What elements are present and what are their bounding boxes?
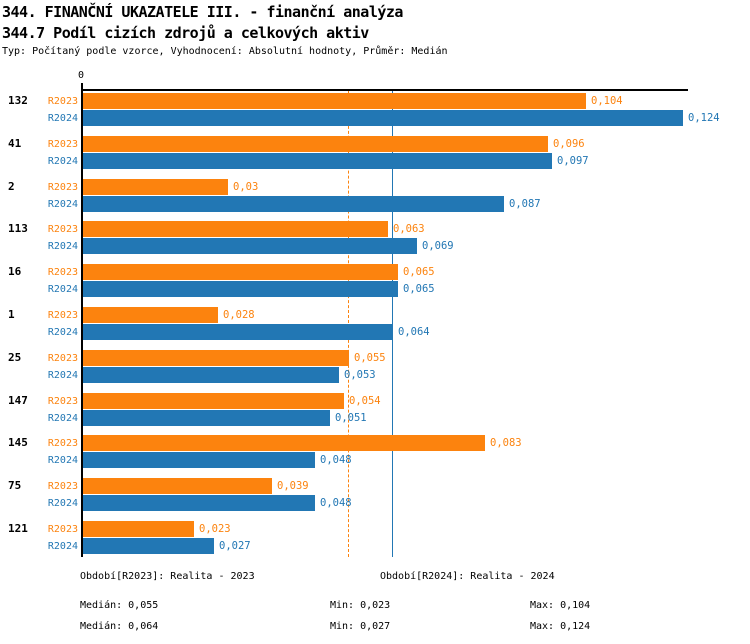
series-label-r2023: R2023 xyxy=(47,182,78,193)
bar-pair-row xyxy=(0,478,750,512)
series-label-r2024: R2024 xyxy=(47,455,78,466)
value-label-r2024: 0,064 xyxy=(398,326,430,338)
category-label: 2 xyxy=(8,180,15,193)
chart-title: 344. FINANČNÍ UKAZATELE III. - finanční analýza xyxy=(2,3,403,21)
value-label-r2024: 0,069 xyxy=(422,240,454,252)
series-label-r2023: R2023 xyxy=(47,310,78,321)
bar-r2023 xyxy=(83,435,485,451)
stat-median-r2024: Medián: 0,064 xyxy=(80,621,159,632)
value-label-r2023: 0,083 xyxy=(490,437,522,449)
x-axis-line xyxy=(82,89,688,91)
value-label-r2023: 0,039 xyxy=(277,480,309,492)
legend-r2024: Období[R2024]: Realita - 2024 xyxy=(380,571,555,582)
value-label-r2024: 0,053 xyxy=(344,369,376,381)
bar-r2023 xyxy=(83,93,586,109)
series-label-r2024: R2024 xyxy=(47,241,78,252)
value-label-r2024: 0,048 xyxy=(320,454,352,466)
bar-r2024 xyxy=(83,281,398,297)
bar-pair-row xyxy=(0,264,750,298)
value-label-r2023: 0,096 xyxy=(553,138,585,150)
category-label: 121 xyxy=(8,522,28,535)
value-label-r2023: 0,028 xyxy=(223,309,255,321)
stat-median-r2023: Medián: 0,055 xyxy=(80,600,159,611)
series-label-r2024: R2024 xyxy=(47,113,78,124)
bar-pair-row xyxy=(0,521,750,555)
value-label-r2024: 0,065 xyxy=(403,283,435,295)
value-label-r2023: 0,03 xyxy=(233,181,259,193)
series-label-r2023: R2023 xyxy=(47,224,78,235)
value-label-r2024: 0,124 xyxy=(688,112,720,124)
bar-pair-row xyxy=(0,93,750,127)
series-label-r2024: R2024 xyxy=(47,498,78,509)
series-label-r2023: R2023 xyxy=(47,396,78,407)
bar-r2023 xyxy=(83,221,388,237)
category-label: 25 xyxy=(8,351,22,364)
bar-pair-row xyxy=(0,350,750,384)
bar-r2023 xyxy=(83,521,194,537)
bar-r2024 xyxy=(83,324,393,340)
stat-min-r2024: Min: 0,027 xyxy=(330,621,391,632)
value-label-r2023: 0,065 xyxy=(403,266,435,278)
series-label-r2023: R2023 xyxy=(47,353,78,364)
bar-r2024 xyxy=(83,538,214,554)
bar-r2023 xyxy=(83,264,398,280)
series-label-r2023: R2023 xyxy=(47,139,78,150)
bar-pair-row xyxy=(0,136,750,170)
bar-pair-row xyxy=(0,179,750,213)
category-label: 1 xyxy=(8,308,15,321)
bar-r2023 xyxy=(83,136,548,152)
series-label-r2023: R2023 xyxy=(47,267,78,278)
category-label: 145 xyxy=(8,436,28,449)
bar-r2023 xyxy=(83,307,218,323)
value-label-r2023: 0,104 xyxy=(591,95,623,107)
axis-zero-label: 0 xyxy=(77,70,85,81)
value-label-r2023: 0,054 xyxy=(349,395,381,407)
value-label-r2023: 0,063 xyxy=(393,223,425,235)
stat-max-r2024: Max: 0,124 xyxy=(530,621,591,632)
bar-pair-row xyxy=(0,221,750,255)
value-label-r2023: 0,023 xyxy=(199,523,231,535)
series-label-r2024: R2024 xyxy=(47,284,78,295)
category-label: 75 xyxy=(8,479,22,492)
chart-meta: Typ: Počítaný podle vzorce, Vyhodnocení: Absolutní hodnoty, Průměr: Medián xyxy=(2,46,448,57)
bar-r2024 xyxy=(83,495,315,511)
series-label-r2024: R2024 xyxy=(47,541,78,552)
value-label-r2023: 0,055 xyxy=(354,352,386,364)
category-label: 132 xyxy=(8,94,28,107)
bar-r2024 xyxy=(83,410,330,426)
bar-r2024 xyxy=(83,110,683,126)
category-label: 113 xyxy=(8,222,28,235)
legend-r2023: Období[R2023]: Realita - 2023 xyxy=(80,571,255,582)
bar-r2024 xyxy=(83,238,417,254)
series-label-r2024: R2024 xyxy=(47,370,78,381)
category-label: 16 xyxy=(8,265,22,278)
series-label-r2024: R2024 xyxy=(47,413,78,424)
bar-r2023 xyxy=(83,350,349,366)
value-label-r2024: 0,027 xyxy=(219,540,251,552)
series-label-r2023: R2023 xyxy=(47,96,78,107)
series-label-r2024: R2024 xyxy=(47,199,78,210)
value-label-r2024: 0,087 xyxy=(509,198,541,210)
stat-max-r2023: Max: 0,104 xyxy=(530,600,591,611)
bar-pair-row xyxy=(0,393,750,427)
category-label: 41 xyxy=(8,137,22,150)
series-label-r2023: R2023 xyxy=(47,438,78,449)
series-label-r2023: R2023 xyxy=(47,481,78,492)
bar-pair-row xyxy=(0,307,750,341)
series-label-r2024: R2024 xyxy=(47,156,78,167)
value-label-r2024: 0,051 xyxy=(335,412,367,424)
chart-subtitle: 344.7 Podíl cizích zdrojů a celkových aktiv xyxy=(2,24,369,42)
series-label-r2023: R2023 xyxy=(47,524,78,535)
value-label-r2024: 0,048 xyxy=(320,497,352,509)
bar-r2023 xyxy=(83,393,344,409)
bar-r2023 xyxy=(83,478,272,494)
category-label: 147 xyxy=(8,394,28,407)
bar-r2024 xyxy=(83,367,339,383)
bar-r2023 xyxy=(83,179,228,195)
value-label-r2024: 0,097 xyxy=(557,155,589,167)
bar-r2024 xyxy=(83,452,315,468)
stat-min-r2023: Min: 0,023 xyxy=(330,600,391,611)
bar-r2024 xyxy=(83,196,504,212)
bar-pair-row xyxy=(0,435,750,469)
series-label-r2024: R2024 xyxy=(47,327,78,338)
bar-r2024 xyxy=(83,153,552,169)
